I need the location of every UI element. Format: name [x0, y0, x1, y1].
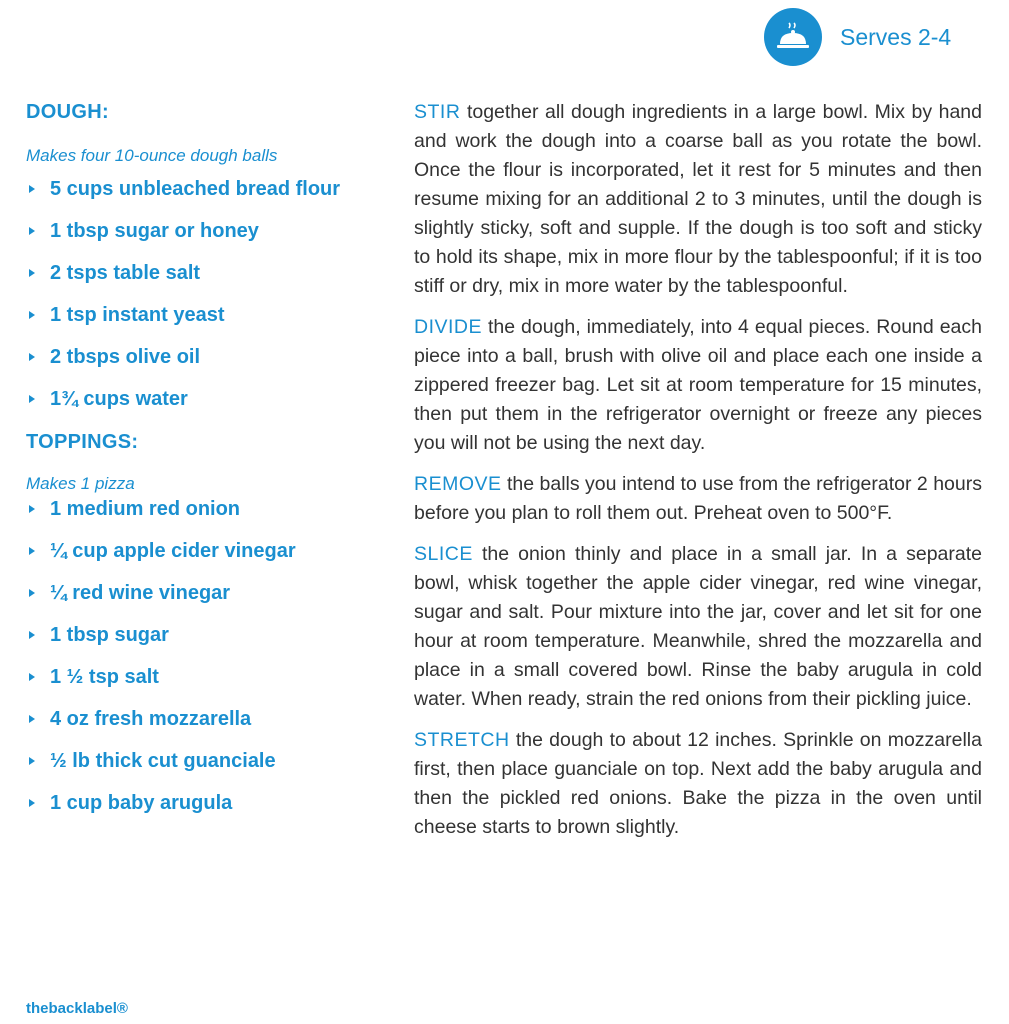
toppings-note: Makes 1 pizza: [26, 474, 135, 493]
ingredient-label: 1 tbsp sugar: [50, 624, 169, 646]
ingredient-label: 1 tsp instant yeast: [50, 304, 225, 326]
step-verb: STRETCH: [414, 729, 510, 751]
ingredient-label: 1 ½ tsp salt: [50, 666, 159, 688]
ingredient-item: [26, 572, 396, 614]
serves-badge: [764, 8, 951, 66]
ingredient-item: [26, 336, 396, 378]
covered-dish-icon: [764, 8, 822, 66]
ingredient-label: ½ lb thick cut guanciale: [50, 750, 276, 772]
instruction-step: [414, 540, 982, 714]
serves-label: Serves 2-4: [840, 23, 952, 50]
ingredient-label: 1 tbsp sugar or honey: [50, 220, 259, 242]
ingredients-column: [26, 98, 396, 824]
ingredient-item: [26, 782, 396, 824]
ingredient-item: [26, 252, 396, 294]
ingredient-item: [26, 210, 396, 252]
bullet-icon: [29, 353, 35, 361]
ingredient-label: 2 tbsps olive oil: [50, 346, 201, 368]
ingredient-item: [26, 530, 396, 572]
bullet-icon: [29, 673, 35, 681]
ingredient-item: [26, 378, 396, 420]
instruction-step: [414, 470, 982, 528]
step-text: the dough, immediately, into 4 equal pieces. Round each piece into a ball, brush with olive oil and place each one inside a zippered freezer bag. Let sit at room temperature for 15 minutes, then put them in the refrigerator overnight or freeze any pieces you will not be using the next day.: [414, 316, 982, 454]
ingredient-label: 1 medium red onion: [50, 498, 241, 520]
bullet-icon: [29, 589, 35, 597]
toppings-title: TOPPINGS:: [26, 431, 139, 453]
step-text: the onion thinly and place in a small jar. In a separate bowl, whisk together the apple cider vinegar, red wine vinegar, sugar and salt. Pour mixture into the jar, cover and let sit for one hour at room temperature. Meanwhile, shred the mozzarella and place in a small covered bowl. Rinse the baby arugula in cold water. When ready, strain the red onions from their pickling juice.: [414, 543, 982, 710]
dough-title: DOUGH:: [26, 101, 109, 123]
ingredient-item: [26, 294, 396, 336]
bullet-icon: [29, 757, 35, 765]
toppings-ingredient-list: [26, 488, 396, 824]
ingredient-item: [26, 698, 396, 740]
bullet-icon: [29, 631, 35, 639]
ingredient-label: 1¾ cups water: [50, 388, 188, 410]
instruction-step: [414, 313, 982, 458]
ingredient-label: 1 cup baby arugula: [50, 792, 233, 814]
step-verb: DIVIDE: [414, 316, 483, 338]
ingredient-label: 4 oz fresh mozzarella: [50, 708, 252, 730]
bullet-icon: [29, 547, 35, 555]
instruction-step: [414, 726, 982, 842]
bullet-icon: [29, 311, 35, 319]
ingredient-item: [26, 168, 396, 210]
step-text: together all dough ingredients in a large bowl. Mix by hand and work the dough into a coarse ball as you rotate the bowl. Once the flour is incorporated, let it rest for 5 minutes and then resume mixing for an additional 2 to 3 minutes, until the dough is slightly sticky, soft and supple. If the dough is too soft and sticky to hold its shape, mix in more flour by the tablespoonful; if it is too stiff or dry, mix in more water by the tablespoonful.: [414, 101, 982, 297]
step-verb: SLICE: [414, 543, 473, 565]
ingredient-label: 5 cups unbleached bread flour: [50, 178, 341, 200]
bullet-icon: [29, 799, 35, 807]
ingredient-label: ¼ cup apple cider vinegar: [50, 540, 296, 562]
ingredient-item: [26, 488, 396, 530]
ingredient-item: [26, 614, 396, 656]
step-verb: REMOVE: [414, 473, 502, 495]
brand-logo: thebacklabel®: [26, 1000, 128, 1017]
step-text: the dough to about 12 inches. Sprinkle on mozzarella first, then place guanciale on top. Next add the baby arugula and then the pickled red onions. Bake the pizza in the oven until cheese starts to brown slightly.: [414, 729, 982, 838]
instruction-step: [414, 98, 982, 301]
ingredient-label: ¼ red wine vinegar: [50, 582, 231, 604]
bullet-icon: [29, 715, 35, 723]
step-text: the balls you intend to use from the refrigerator 2 hours before you plan to roll them out. Preheat oven to 500°F.: [414, 473, 982, 524]
ingredient-item: [26, 656, 396, 698]
bullet-icon: [29, 505, 35, 513]
dough-note: Makes four 10-ounce dough balls: [26, 146, 278, 165]
bullet-icon: [29, 395, 35, 403]
bullet-icon: [29, 269, 35, 277]
bullet-icon: [29, 227, 35, 235]
step-verb: STIR: [414, 101, 461, 123]
ingredient-item: [26, 740, 396, 782]
ingredient-label: 2 tsps table salt: [50, 262, 201, 284]
instructions-column: [414, 98, 982, 854]
dough-ingredient-list: [26, 168, 396, 420]
bullet-icon: [29, 185, 35, 193]
